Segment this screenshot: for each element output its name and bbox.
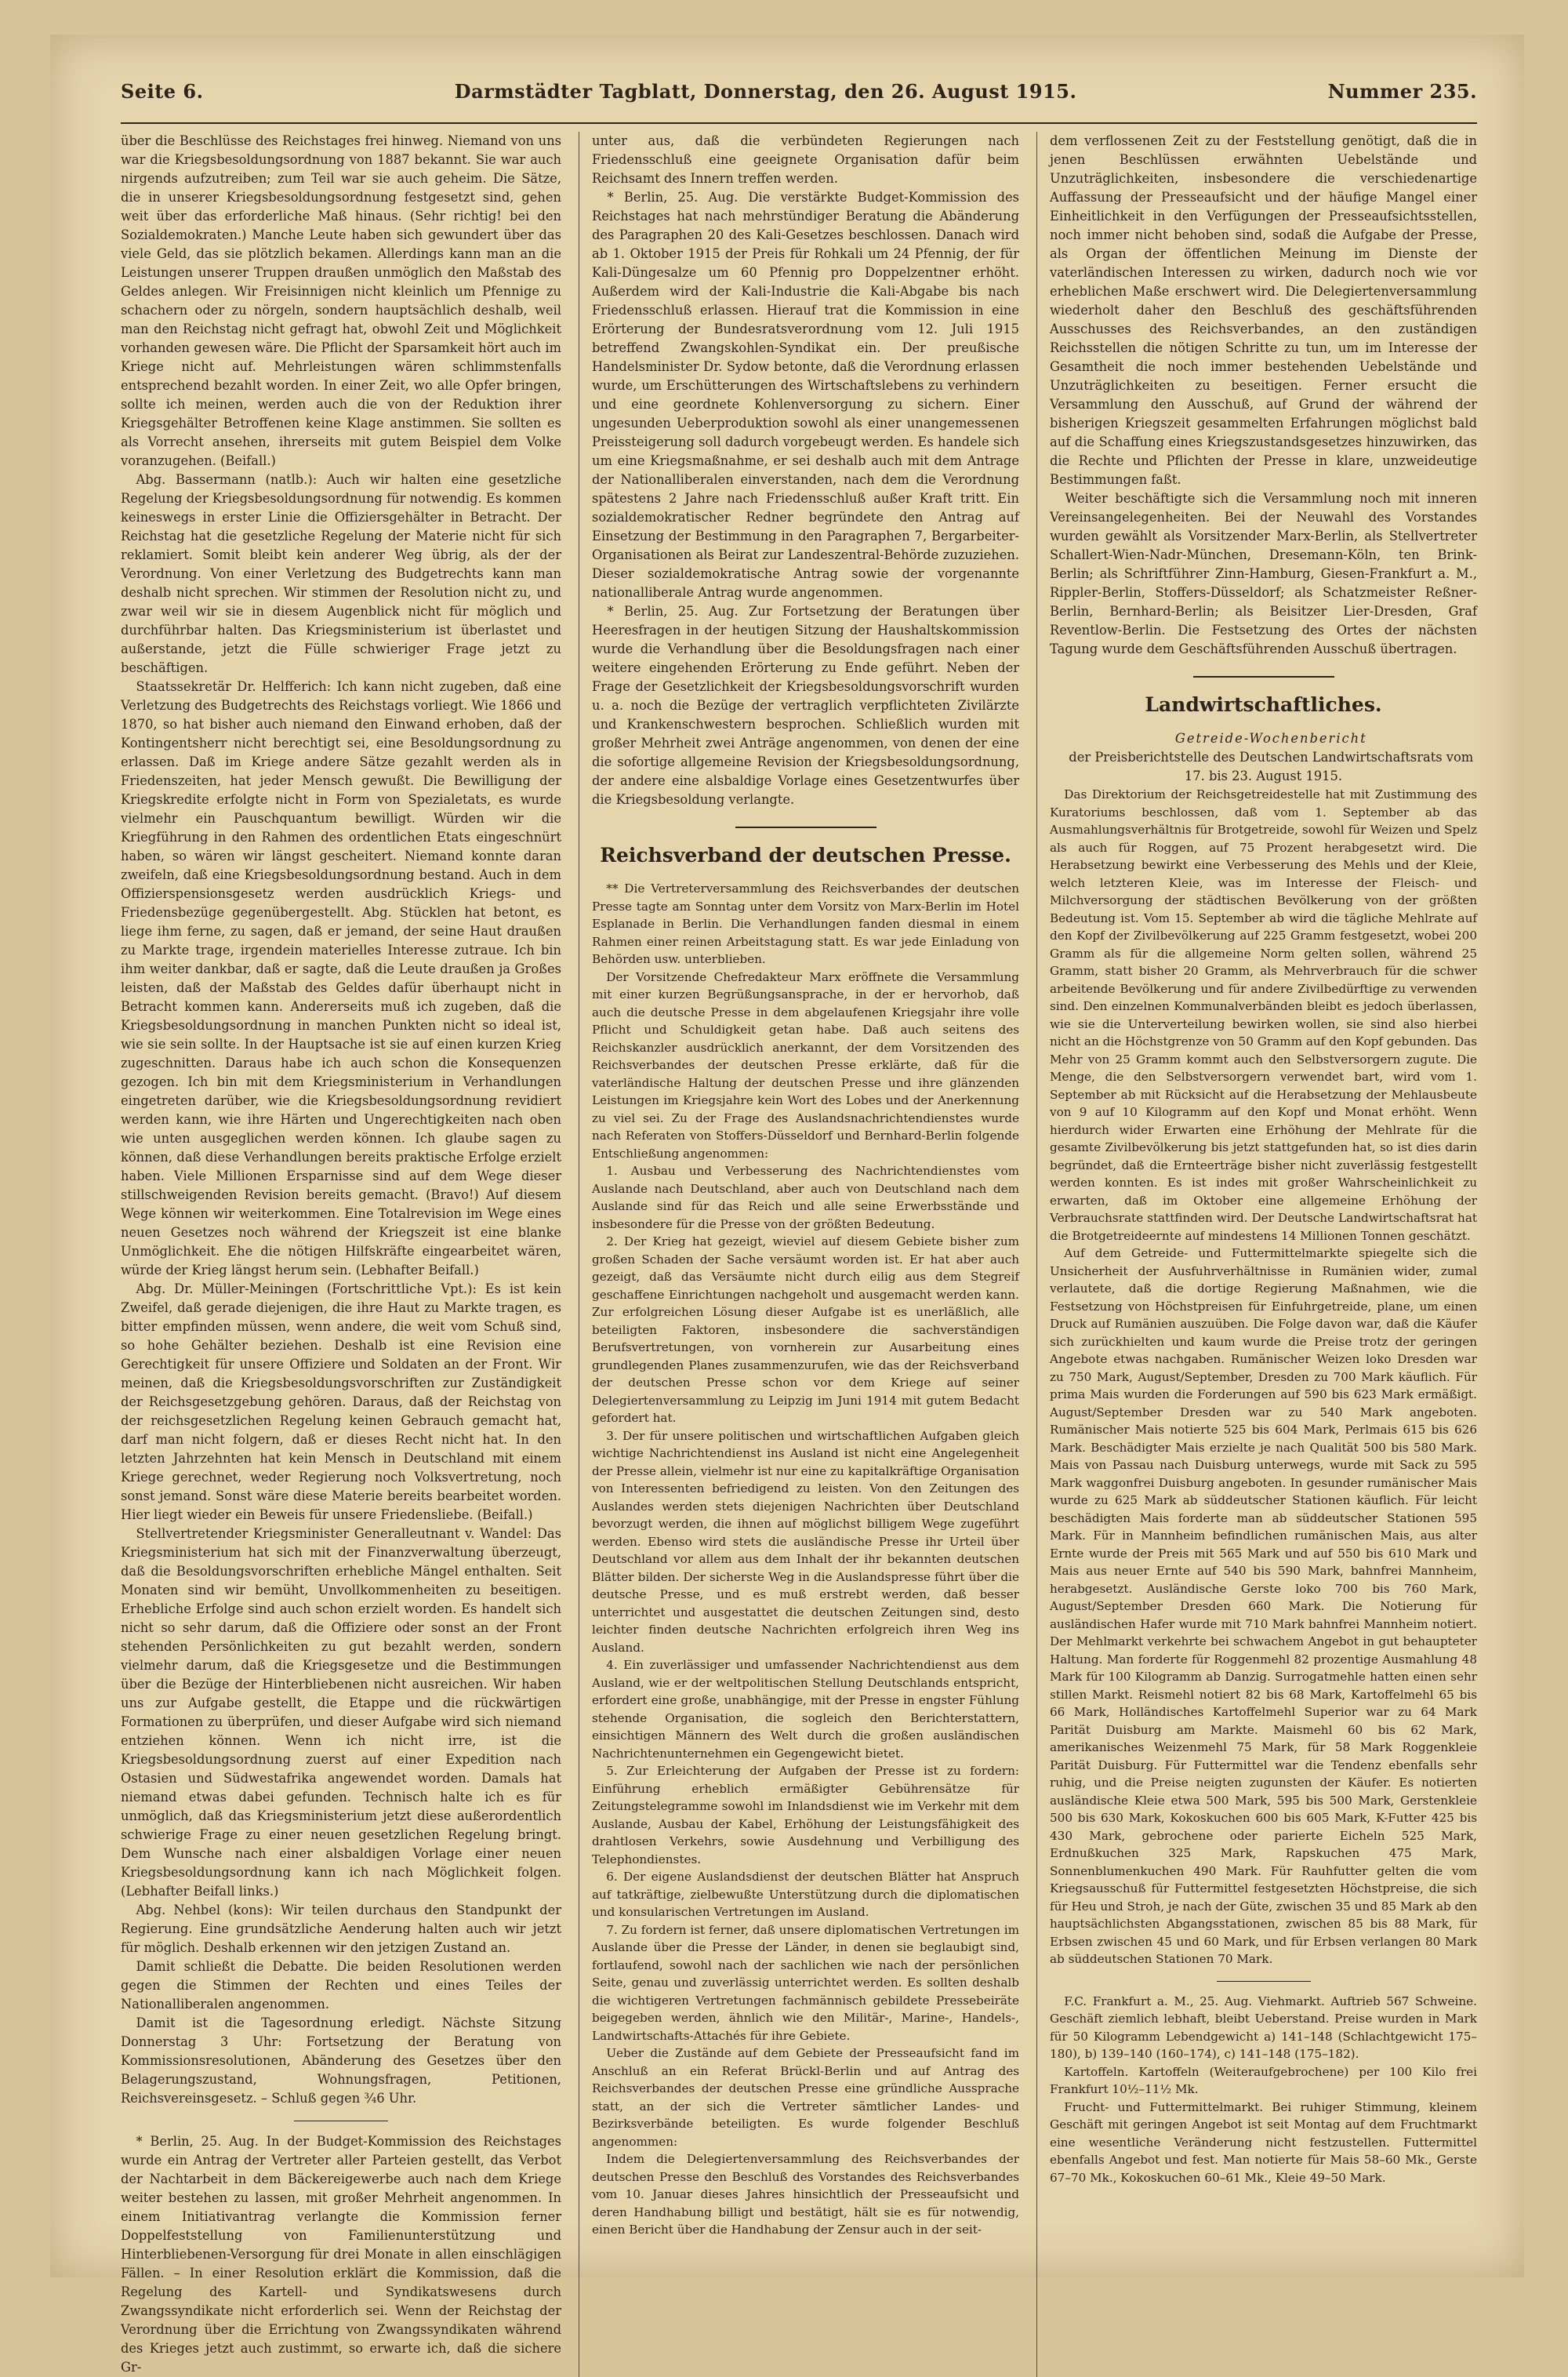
separator-rule	[1217, 1981, 1311, 1982]
masthead: Darmstädter Tagblatt, Donnerstag, den 26. August 1915.	[454, 80, 1077, 103]
section-separator	[1193, 676, 1334, 678]
paragraph: Weiter beschäftigte sich die Versammlung noch mit inneren Vereinsangelegenheiten. Bei der Neuwahl des Vorstandes wurden gewählt als Vorsitzender Marx-Berlin, als Stellvertreter Schallert-Wien-Nadr-München, Dresemann-Köln, ten Brink-Berlin; als Schriftführer Zinn-Hamburg, Giesen-Frankfurt a. M., Rippler-Berlin, Stoffers-Düsseldorf; als Schatzmeister Reßner-Berlin, Bernhard-Berlin; als Beisitzer Lier-Dresden, Graf Reventlow-Berlin. Die Festsetzung des Ortes der nächsten Tagung wurde dem Geschäftsführenden Ausschuß übertragen.	[1050, 491, 1477, 656]
paragraph: Abg. Bassermann (natlb.): Auch wir halten eine gesetzliche Regelung der Kriegsbesoldungsordnung für notwendig. Es kommen keineswegs in erster Linie die Offiziersgehälter in Betracht. Der Reichstag hat die gesetzliche Regelung der Materie nicht für sich reklamiert. Somit bleibt kein anderer Weg übrig, als der der Verordnung. Von einer Verletzung des Budgetrechts kann man deshalb nicht sprechen. Wir stimmen der Resolution nicht zu, und zwar weil wir sie in diesem Augenblick nicht für möglich und durchführbar halten. Das Kriegsministerium ist überlastet und außerstande, jetzt die Fülle schwieriger Frage jetzt zu beschäftigen.	[121, 472, 561, 675]
paragraph: 1. Ausbau und Verbesserung des Nachrichtendienstes vom Auslande nach Deutschland, aber auch von Deutschland nach dem Auslande sind für das Reich und alle seine Erwerbsstände und insbesondere für die Presse von der größten Bedeutung.	[592, 1164, 1019, 1231]
article-body	[1050, 786, 1477, 2186]
paragraph: 2. Der Krieg hat gezeigt, wieviel auf diesem Gebiete bisher zum großen Schaden der Sache versäumt worden ist. Er hat aber auch gezeigt, daß das Versäumte nicht durch eilig aus dem Stegreif geschaffene Einrichtungen nachgeholt und ausgemacht werden kann. Zur erfolgreichen Lösung dieser Aufgabe ist es unerläßlich, alle beteiligten Faktoren, insbesondere die sachverständigen Berufsvertretungen, von vornherein zur Ausarbeitung eines grundlegenden Planes zusammenzurufen, wie das der Reichsverband der deutschen Presse schon vor dem Kriege auf seiner Delegiertenversammlung zu Leipzig im Juni 1914 mit gutem Bedacht gefordert hat.	[592, 1234, 1019, 1425]
paragraph: Auf dem Getreide- und Futtermittelmarkte spiegelte sich die Unsicherheit der Ausfuhrverhältnisse in Rumänien wider, zumal verlautete, daß die dortige Regierung Maßnahmen, wie die Festsetzung von Höchstpreisen für Einfuhrgetreide, plane, um einen Druck auf Rumänien auszuüben. Die Folge davon war, daß die Käufer sich zurückhielten und kaum wurde die Preise trotz der geringen Angebote etwas nachgaben. Rumänischer Weizen loko Dresden war zu 750 Mark, August/September, Dresden zu 700 Mark käuflich. Für prima Mais wurden die Forderungen auf 590 bis 623 Mark ermäßigt. August/September Dresden war zu 540 Mark angeboten. Rumänischer Mais notierte 525 bis 604 Mark, Perlmais 615 bis 626 Mark. Beschädigter Mais erzielte je nach Qualität 500 bis 580 Mark. Mais von Passau nach Duisburg unterwegs, wurde mit Sack zu 595 Mark waggonfrei Duisburg angeboten. In gesunder rumänischer Mais wurde zu 625 Mark ab süddeutscher Stationen käuflich. Für leicht beschädigten Mais forderte man ab süddeutscher Stationen 595 Mark. Für in Mannheim befindlichen rumänischen Mais, aus alter Ernte wurde der Preis mit 565 Mark und auf 550 bis 610 Mark und Mais aus neuer Ernte auf 540 bis 590 Mark, bahnfrei Mannheim, herabgesetzt. Ausländische Gerste loko 700 bis 760 Mark, August/September Dresden 660 Mark. Die Notierung für ausländischen Hafer wurde mit 710 Mark bahnfrei Mannheim notiert. Der Mehlmarkt verkehrte bei schwachem Angebot in gut behaupteter Haltung. Man forderte für Roggenmehl 82 prozentige Ausmahlung 48 Mark für 100 Kilogramm ab Danzig. Surrogatmehle hatten einen sehr stillen Markt. Reismehl notiert 82 bis 68 Mark, Kartoffelmehl 65 bis 66 Mark, Holländisches Kartoffelmehl Superior war zu 64 Mark Parität Duisburg am Markte. Maismehl 60 bis 62 Mark, amerikanisches Weizenmehl 75 Mark, für 58 Mark Roggenkleie Parität Duisburg. Für Futtermittel war die Tendenz ebenfalls sehr ruhig, und die Preise neigten zugunsten der Käufer. Es notierten ausländische Kleie etwa 500 Mark, 595 bis 500 Mark, Gerstenkleie 500 bis 630 Mark, Kokoskuchen 600 bis 605 Mark, K-Futter 425 bis 430 Mark, gebrochene oder parierte Eicheln 525 Mark, Erdnußkuchen 325 Mark, Rapskuchen 475 Mark, Sonnenblumenkuchen 490 Mark. Für Rauhfutter gelten die vom Kriegsausschuß für Futtermittel festgesetzten Höchstpreise, die sich für Heu und Stroh, je nach der Güte, zwischen 35 und 85 Mark ab den hauptsächlichsten Abgangsstationen, zwischen 85 bis 88 Mark, für Erbsen zwischen 45 und 60 Mark, und für Erbsen verlangen 80 Mark ab süddeutschen Stationen 70 Mark.	[1050, 1246, 1477, 1966]
column-3	[1036, 132, 1477, 2377]
paragraph: Das Direktorium der Reichsgetreidestelle hat mit Zustimmung des Kuratoriums beschlossen, daß vom 1. September ab das Ausmahlungsverhältnis für Brotgetreide, sowohl für Weizen und Spelz als auch für Roggen, auf 75 Prozent herabgesetzt wird. Die Herabsetzung bewirkt eine Verbesserung des Mehls und der Kleie, welch letzteren Kleie, was im Interesse der Fleisch- und Milchversorgung der städtischen Bevölkerung von der größten Bedeutung ist. Vom 15. September ab wird die tägliche Mehlrate auf den Kopf der Zivilbevölkerung auf 225 Gramm festgesetzt, wobei 200 Gramm als für die allgemeine Norm gelten sollen, während 25 Gramm, statt bisher 20 Gramm, als Mehrverbrauch für die schwer arbeitende Bevölkerung und für andere Zivilbedürftige zu verwenden sind. Den einzelnen Kommunalverbänden bleibt es jedoch überlassen, wie sie die Unterverteilung bewirken wollen, sie sind also hierbei nicht an die Höchstgrenze von 50 Gramm auf den Kopf gebunden. Das Mehr von 25 Gramm kommt auch den Selbstversorgern zugute. Die Menge, die den Selbstversorgern verwendet bart, wird vom 1. September ab mit Rücksicht auf die Herabsetzung der Mehlausbeute von 9 auf 10 Kilogramm auf den Kopf und Monat erhöht. Wenn hierdurch wider Erwarten eine Erhöhung der Mehlrate für die gesamte Zivilbevölkerung bis jetzt stattgefunden hat, so ist dies darin begründet, daß die Ernteerträge bisher nicht zuverlässig festgestellt werden konnten. Es ist indes mit großer Wahrscheinlichkeit zu erwarten, daß im Oktober eine allgemeine Erhöhung der Verbrauchsrate stattfinden wird. Der Deutsche Landwirtschaftsrat hat die Brotgetreideernte auf mindestens 14 Millionen Tonnen geschätzt.	[1050, 787, 1477, 1243]
column-2	[579, 132, 1019, 2377]
issue-number: Nummer 235.	[1327, 80, 1477, 103]
market-report: F.C. Frankfurt a. M., 25. Aug. Viehmarkt. Auftrieb 567 Schweine. Geschäft ziemlich lebhaft, bleibt Ueberstand. Preise wurden in Mark für 50 Kilogramm Lebendgewicht a) 141–148 (Schlachtgewicht 175–180), b) 139–140 (160–174), c) 141–148 (175–182).	[1050, 1994, 1477, 2061]
page-header	[121, 80, 1477, 127]
paragraph: * Berlin, 25. Aug. In der Budget-Kommission des Reichstages wurde ein Antrag der Vertreter aller Parteien gestellt, das Verbot der Nachtarbeit in dem Bäckereigewerbe auch nach dem Kriege weiter bestehen zu lassen, mit großer Mehrheit angenommen. In einem Initiativantrag verlangte die Kommission ferner Doppelfeststellung von Familienunterstützung und Hinterbliebenen-Versorgung für drei Monate in allen einschlägigen Fällen. – In einer Resolution erklärt die Kommission, daß die Regelung des Kartell- und Syndikatswesens durch Zwangssyndikate nicht erforderlich sei. Wenn der Reichstag der Verordnung über die Errichtung von Zwangssyndikaten während des Krieges jetzt auch zustimmt, so erwarte ich, daß die sichere Gr-	[121, 2134, 561, 2375]
paragraph: Stellvertretender Kriegsminister Generalleutnant v. Wandel: Das Kriegsministerium hat sich mit der Finanzverwaltung überzeugt, daß die Besoldungsvorschriften erhebliche Mängel enthalten. Seit Monaten sind wir bemüht, Unvollkommenheiten zu beseitigen. Erhebliche Erfolge sind auch schon erzielt worden. Es handelt sich nicht so sehr darum, daß die Offiziere oder sonst an der Front stehenden Persönlichkeiten zu gut bezahlt werden, sondern vielmehr darum, daß die Kriegsgesetze und die Bestimmungen über die Bezüge der Hinterbliebenen nicht ausreichen. Wir haben uns zur Aufgabe gestellt, die Etappe und die rückwärtigen Formationen zu überprüfen, und dieser Aufgabe wird sich niemand entziehen können. Wenn ich nicht irre, ist die Kriegsbesoldungsordnung zuerst auf einer Expedition nach Ostasien und Südwestafrika angewendet worden. Damals hat niemand etwas dabei gefunden. Technisch halte ich es für unmöglich, daß das Kriegsministerium jetzt diese außerordentlich schwierige Frage zu einer neuen gesetzlichen Regelung bringt. Dem Wunsche nach einer alsbaldigen Vorlage einer neuen Kriegsbesoldungsordnung kann ich nach Möglichkeit folgen. (Lebhafter Beifall links.)	[121, 1526, 561, 1899]
paragraph: über die Beschlüsse des Reichstages frei hinweg. Niemand von uns war die Kriegsbesoldungsordnung von 1887 bekannt. Sie war auch nirgends aufzutreiben; zum Teil war sie auch geheim. Die Sätze, die in unserer Kriegsbesoldungsordnung festgesetzt sind, gehen weit über das erforderliche Maß hinaus. (Sehr richtig! bei den Sozialdemokraten.) Manche Leute haben sich gewundert über das viele Geld, das sie plötzlich bekamen. Allerdings kann man an die Leistungen unserer Truppen draußen unmöglich den Maßstab des Geldes anlegen. Wir Freisinnigen nicht kleinlich um Pfennige zu schachern oder zu nörgeln, sondern hauptsächlich deshalb, weil man den Reichstag nicht gefragt hat, obwohl Zeit und Möglichkeit vorhanden gewesen wäre. Die Pflicht der Sparsamkeit hört auch im Kriege nicht auf. Mehrleistungen wären schlimmstenfalls entsprechend bezahlt worden. In einer Zeit, wo alle Opfer bringen, sollte ich meinen, werden auch die von der Reduktion ihrer Kriegsgehälter Betroffenen keine Klage anstimmen. Sie sollten es als Vorrecht ansehen, ihrerseits mit gutem Beispiel dem Volke voranzugehen. (Beifall.)	[121, 133, 561, 468]
paragraph: * Berlin, 25. Aug. Die verstärkte Budget-Kommission des Reichstages hat nach mehrstündiger Beratung die Abänderung des Paragraphen 20 des Kali-Gesetzes beschlossen. Danach wird ab 1. Oktober 1915 der Preis für Rohkali um 24 Pfennig, der für Kali-Düngesalze um 60 Pfennig pro Doppelzentner erhöht. Außerdem wird der Kali-Industrie die Kali-Abgabe bis nach Friedensschluß erlassen. Hierauf trat die Kommission in eine Erörterung der Bundesratsverordnung vom 12. Juli 1915 betreffend Zwangskohlen-Syndikat ein. Der preußische Handelsminister Dr. Sydow betonte, daß die Verordnung erlassen wurde, um Erschütterungen des Wirtschaftslebens zu verhindern und eine geordnete Kohlenversorgung zu sichern. Einer ungesunden Ueberproduktion sowohl als einer unangemessenen Preissteigerung soll dadurch vorgebeugt werden. Es handele sich um eine Kriegsmaßnahme, er sei deshalb auch mit dem Antrage der Nationalliberalen einverstanden, nach dem die Verordnung spätestens 2 Jahre nach Friedensschluß außer Kraft tritt. Ein sozialdemokratischer Redner begründete den Antrag auf Einsetzung der Bestimmung in den Paragraphen 7, Bergarbeiter-Organisationen als Beirat zur Landeszentral-Behörde zuzuziehen. Dieser sozialdemokratische Antrag sowie der vorgenannte nationalliberale Antrag wurde angenommen.	[592, 190, 1019, 600]
market-report: Frucht- und Futtermittelmarkt. Bei ruhiger Stimmung, kleinem Geschäft mit geringen Angebot ist seit Montag auf dem Fruchtmarkt eine wesentliche Veränderung nicht festzustellen. Futtermittel ebenfalls Angebot und fest. Man notierte für Mais 58–60 Mk., Gerste 67–70 Mk., Kokoskuchen 60–61 Mk., Kleie 49–50 Mark.	[1050, 2099, 1477, 2185]
paragraph: unter aus, daß die verbündeten Regierungen nach Friedensschluß eine geeignete Organisation dafür beim Reichsamt des Innern treffen werden.	[592, 133, 1019, 186]
section-heading: Reichsverband der deutschen Presse.	[600, 844, 1011, 867]
paragraph: Damit schließt die Debatte. Die beiden Resolutionen werden gegen die Stimmen der Rechten und eines Teiles der Nationalliberalen angenommen.	[121, 1959, 561, 2012]
paragraph: Staatssekretär Dr. Helfferich: Ich kann nicht zugeben, daß eine Verletzung des Budgetrechts des Reichstags vorliegt. Wie 1866 und 1870, so hat bisher auch niemand den Einwand erhoben, daß der Kontingentsherr nicht berechtigt sei, eine Besoldungsordnung zu erlassen. Daß im Kriege andere Sätze gezahlt werden als in Friedenszeiten, hat jeder Mensch gewußt. Die Bewilligung der Kriegskredite erfolgte nicht in Form von Spezialetats, es wurde vielmehr ein Pauschquantum bewilligt. Würden wir die Kriegführung in den Rahmen des ordentlichen Etats eingeschnürt haben, so wären wir längst gescheitert. Niemand konnte daran zweifeln, daß eine Kriegsbesoldungsordnung bestand. Auch in dem Offizierspensionsgesetz werden ausdrücklich Kriegs- und Friedensbezüge gegenübergestellt. Abg. Stücklen hat betont, es liege ihm ferne, zu sagen, daß er jemand, der seine Haut draußen zu Markte trage, irgendein materielles Interesse zutraue. Ich bin ihm weiter dankbar, daß er sagte, daß die Leute draußen ja Großes leisten, daß der Maßstab des Geldes dafür überhaupt nicht in Betracht kommen kann. Andererseits muß ich zugeben, daß die Kriegsbesoldungsordnung in manchen Punkten nicht so ideal ist, wie sie sein sollte. In der Hauptsache ist sie auf einen kurzen Krieg zugeschnitten. Daraus habe ich auch schon die Konsequenzen gezogen. Ich bin mit dem Kriegsministerium in Verhandlungen eingetreten darüber, wie die Kriegsbesoldungsordnung revidiert werden kann, wie ihre Härten und Ungerechtigkeiten nach oben wie unten ausgeglichen werden können. Ich glaube sagen zu können, daß diese Verhandlungen bereits praktische Erfolge erzielt haben. Viele Millionen Ersparnisse sind auf dem Wege dieser stillschweigenden Revision bereits gemacht. (Bravo!) Auf diesem Wege können wir weiterkommen. Eine Totalrevision im Wege eines neuen Gesetzes noch während der Kriegszeit ist eine blanke Unmöglichkeit. Ehe die nötigen Hilfskräfte eingearbeitet wären, würde der Krieg längst herum sein. (Lebhafter Beifall.)	[121, 679, 561, 1278]
text-columns	[121, 132, 1477, 2375]
paragraph: Damit ist die Tagesordnung erledigt. Nächste Sitzung Donnerstag 3 Uhr: Fortsetzung der Beratung von Kommissionsresolutionen, Abänderung des Gesetzes über den Belagerungszustand, Wohnungsfragen, Petitionen, Reichsvereinsgesetz. – Schluß gegen ¾6 Uhr.	[121, 2015, 561, 2106]
paragraph: 6. Der eigene Auslandsdienst der deutschen Blätter hat Anspruch auf tatkräftige, zielbewußte Unterstützung durch die diplomatischen und konsularischen Vertretungen im Ausland.	[592, 1870, 1019, 1919]
paragraph: Ueber die Zustände auf dem Gebiete der Presseaufsicht fand im Anschluß an ein Referat Brückl-Berlin und auf Antrag des Reichsverbandes der deutschen Presse eine gründliche Aussprache statt, an der sich die Vertreter sämtlicher Landes- und Bezirksverbände beteiligten. Es wurde folgender Beschluß angenommen:	[592, 2046, 1019, 2149]
paragraph: 7. Zu fordern ist ferner, daß unsere diplomatischen Vertretungen im Auslande über die Presse der Länder, in denen sie beglaubigt sind, fortlaufend, sowohl nach der sachlichen wie nach der persönlichen Seite, genau und zuverlässig unterrichtet werden. Es sollten deshalb die wichtigeren Vertretungen fachmännisch gebildete Pressebeiräte beigegeben werden, ähnlich wie den Militär-, Marine-, Handels-, Landwirtschafts-Attachés für ihre Gebiete.	[592, 1922, 1019, 2043]
paragraph: dem verflossenen Zeit zu der Feststellung genötigt, daß die in jenen Beschlüssen erwähnten Uebelstände und Unzuträglichkeiten, insbesondere die verschiedenartige Auffassung der Presseaufsicht und der häufige Mangel einer Einheitlichkeit in den Verfügungen der Presseaufsichtsstellen, noch immer nicht behoben sind, sodaß die Aufgabe der Presse, als Organ der öffentlichen Meinung im Dienste der vaterländischen Interessen zu wirken, dadurch noch wie vor erheblichen Maße erschwert wird. Die Delegiertenversammlung wiederholt daher den Beschluß des geschäftsführenden Ausschusses des Reichsverbandes, an den zuständigen Reichsstellen die nötigen Schritte zu tun, um im Interesse der Gesamtheit die noch immer bestehenden Uebelstände und Unzuträglichkeiten zu beseitigen. Ferner ersucht die Versammlung den Ausschuß, auf Grund der während der bisherigen Kriegszeit gesammelten Erfahrungen möglichst bald auf die Schaffung eines Kriegszustandsgesetzes hinzuwirken, das die Rechte und Pflichten der Presse in klare, unzweideutige Bestimmungen faßt.	[1050, 133, 1477, 487]
paragraph: 3. Der für unsere politischen und wirtschaftlichen Aufgaben gleich wichtige Nachrichtendienst ins Ausland ist nicht eine Angelegenheit der Presse allein, vielmehr ist nur eine zu kapitalkräftige Organisation von Interessenten befriedigend zu leisten. Von den Zeitungen des Auslandes werden stets diejenigen Nachrichten über Deutschland bevorzugt werden, die ihnen auf möglichst billigem Wege zugeführt werden. Ebenso wird stets die ausländische Presse ihr Urteil über Deutschland vor allem aus dem Inhalt der ihr bekannten deutschen Blätter bilden. Der sicherste Weg in die Auslandspresse führt über die deutsche Presse, und es muß erstrebt werden, daß besser unterrichtet und ausgestattet die deutschen Zeitungen sind, desto leichter finden deutsche Nachrichten erfolgreich ihren Weg ins Ausland.	[592, 1428, 1019, 1655]
paragraph: 4. Ein zuverlässiger und umfassender Nachrichtendienst aus dem Ausland, wie er der weltpolitischen Stellung Deutschlands entspricht, erfordert eine große, unabhängige, mit der Presse in engster Fühlung stehende Organisation, die sogleich den Berichterstattern, einsichtigen Männern des Welt durch die großen ausländischen Nachrichtenunternehmen ein Gegengewicht bietet.	[592, 1658, 1019, 1761]
section-heading: Landwirtschaftliches.	[1145, 693, 1382, 716]
section-subtitle: Getreide-Wochenbericht	[1174, 731, 1367, 746]
article-body	[592, 880, 1019, 2239]
paragraph: * Berlin, 25. Aug. Zur Fortsetzung der Beratungen über Heeresfragen in der heutigen Sitzung der Haushaltskommission wurde die Verhandlung über die Besoldungsfragen nach einer weitere eingehenden Erörterung zu Ende geführt. Neben der Frage der Gesetzlichkeit der Kriegsbesoldungsvorschrift wurden u. a. noch die Bezüge der vertraglich verpflichteten Zivilärzte und Krankenschwestern besprochen. Schließlich wurden mit großer Mehrheit zwei Anträge angenommen, von denen der eine die sofortige allgemeine Revision der Kriegsbesoldungsordnung, der andere eine alsbaldige Vorlage eines Gesetzentwurfes über die Kriegsbesoldung verlangte.	[592, 604, 1019, 807]
paragraph: ** Die Vertreterversammlung des Reichsverbandes der deutschen Presse tagte am Sonntag unter dem Vorsitz von Marx-Berlin im Hotel Esplanade in Berlin. Die Verhandlungen fanden diesmal in einem Rahmen einer reinen Arbeitstagung statt. Es war jede Einladung von Behörden usw. unterblieben.	[592, 881, 1019, 966]
market-report: Kartoffeln. Kartoffeln (Weiteraufgebrochene) per 100 Kilo frei Frankfurt 10½–11½ Mk.	[1050, 2064, 1477, 2096]
header-rule	[121, 122, 1477, 124]
section-separator	[735, 827, 877, 828]
paragraph: Abg. Dr. Müller-Meiningen (Fortschrittliche Vpt.): Es ist kein Zweifel, daß gerade diejenigen, die ihre Haut zu Markte tragen, es bitter empfinden müssen, wenn andere, die weit vom Schuß sind, so hohe Gehälter beziehen. Deshalb ist eine Revision eine Gerechtigkeit für unsere Offiziere und Soldaten an der Front. Wir meinen, daß die Kriegsbesoldungsvorschriften zur Zuständigkeit der Reichsgesetzgebung gehören. Daraus, daß der Reichstag von der reichsgesetzlichen Regelung keinen Gebrauch gemacht hat, darf man nicht folgern, daß er dieses Recht nicht hat. In den letzten Jahrzehnten hat kein Mensch in Deutschland mit einem Kriege gerechnet, weder Regierung noch Volksvertretung, noch sonst jemand. Sonst wäre diese Materie bereits bearbeitet worden. Hier liegt wieder ein Beweis für unsere Friedensliebe. (Beifall.)	[121, 1281, 561, 1522]
column-1	[121, 132, 561, 2377]
paragraph: Indem die Delegiertenversammlung des Reichsverbandes der deutschen Presse den Beschluß des Vorstandes des Reichsverbandes vom 10. Januar dieses Jahres hinsichtlich der Presseaufsicht und deren Handhabung billigt und bestätigt, hält sie es für notwendig, einen Bericht über die Handhabung der Zensur auch in der seit-	[592, 2152, 1019, 2237]
newspaper-page	[50, 35, 1524, 2375]
section-subline: der Preisberichtstelle des Deutschen Landwirtschaftsrats vom 17. bis 23. August 1915.	[1069, 750, 1474, 783]
paragraph: 5. Zur Erleichterung der Aufgaben der Presse ist zu fordern: Einführung erheblich ermäßigter Gebührensätze für Zeitungstelegramme sowohl im Inlandsdienst wie im Verkehr mit dem Auslande, Ausbau der Kabel, Erhöhung der Leistungsfähigkeit des drahtlosen Verkehrs, sowie Ausdehnung und Verbilligung des Telephondienstes.	[592, 1764, 1019, 1866]
paragraph: Der Vorsitzende Chefredakteur Marx eröffnete die Versammlung mit einer kurzen Begrüßungsansprache, in der er hervorhob, daß auch die deutsche Presse in dem abgelaufenen Kriegsjahr ihre volle Pflicht und Schuldigkeit getan habe. Daß auch seitens des Reichskanzler ausdrücklich anerkannt, der dem Vorsitzenden des Reichsverbandes der deutschen Presse erklärte, daß für die vaterländische Haltung der deutschen Presse und ihre glänzenden Leistungen im Kriegsjahre kein Wort des Lobes und der Anerkennung zu viel sei. Zu der Frage des Auslandsnachrichtendienstes wurde nach Referaten von Stoffers-Düsseldorf und Bernhard-Berlin folgende Entschließung angenommen:	[592, 969, 1019, 1161]
page-number: Seite 6.	[121, 80, 204, 103]
paragraph: Abg. Nehbel (kons): Wir teilen durchaus den Standpunkt der Regierung. Eine grundsätzliche Aenderung halten auch wir jetzt für möglich. Deshalb erkennen wir den jetzigen Zustand an.	[121, 1903, 561, 1955]
